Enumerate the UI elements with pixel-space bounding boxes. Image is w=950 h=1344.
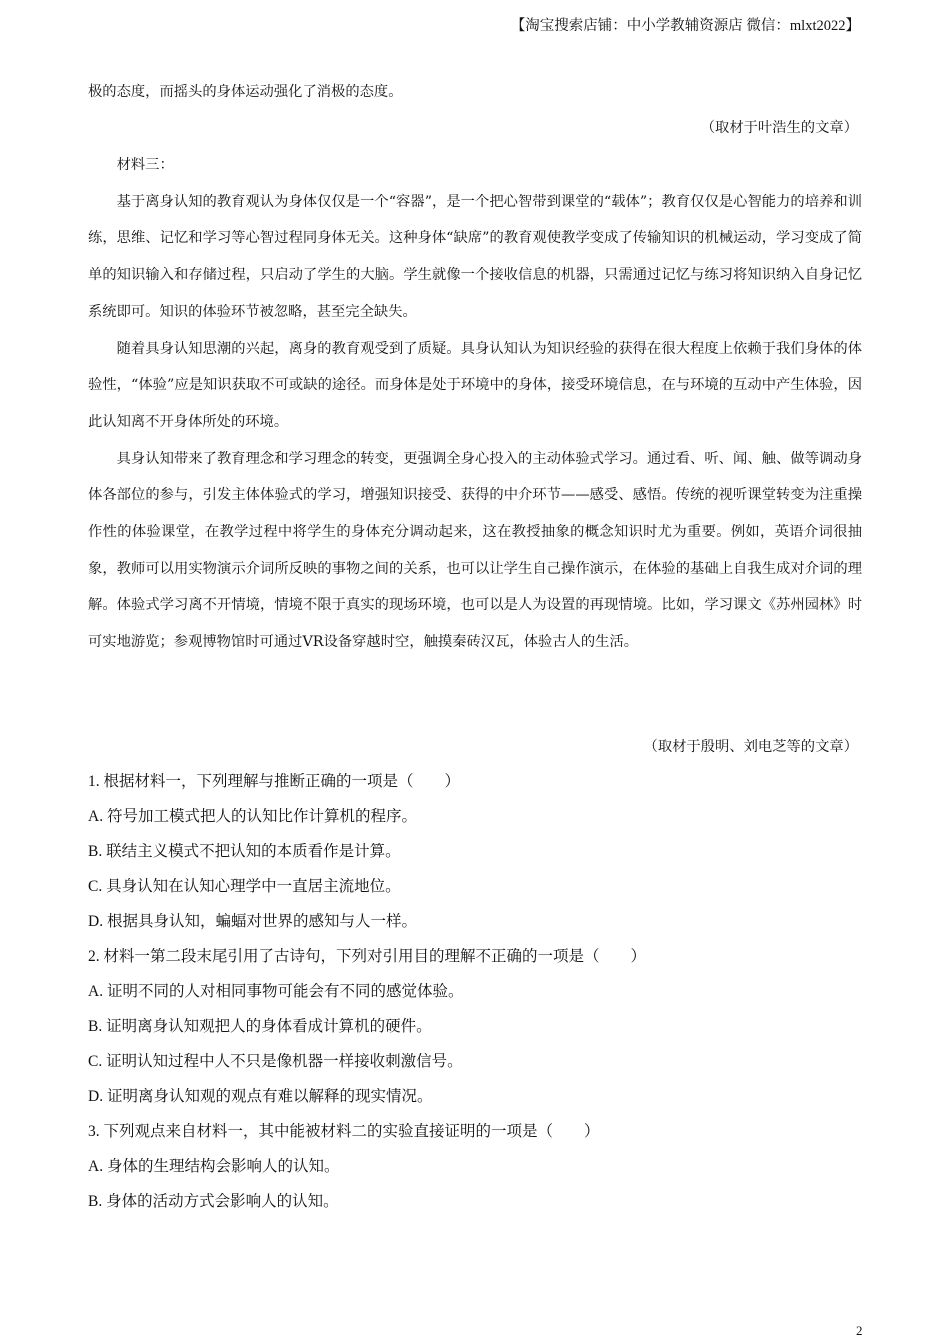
question-stem: 1. 根据材料一，下列理解与推断正确的一项是（ ） [88,773,461,790]
answer-option: C. 具身认知在认知心理学中一直居主流地位。 [88,878,401,895]
source-citation-2: （取材于殷明、刘电芝等的文章） [643,739,858,755]
passage-line-continued: 极的态度，而摇头的身体运动强化了消极的态度。 [88,84,403,100]
answer-option: D. 证明离身认知观的观点有难以解释的现实情况。 [88,1088,433,1105]
page-header: 【淘宝搜索店铺：中小学教辅资源店 微信：mlxt2022】 [510,18,860,34]
answer-option: A. 符号加工模式把人的认知比作计算机的程序。 [88,808,417,825]
question-list [88,764,868,1219]
source-citation-1: （取材于叶浩生的文章） [700,120,858,136]
answer-option: B. 联结主义模式不把认知的本质看作是计算。 [88,843,401,860]
page-number: 2 [856,1323,863,1338]
material-three [88,147,862,661]
paragraph: 随着具身认知思潮的兴起，离身的教育观受到了质疑。具身认知认为知识经验的获得在很大程度上依赖于我们身体的体验性，“体验”应是知识获取不可或缺的途径。而身体是处于环境中的身体，接受环境信息，在与环境的互动中产生体验，因此认知离不开身体所处的环境。 [88,340,862,430]
question-stem: 2. 材料一第二段末尾引用了古诗句，下列对引用目的理解不正确的一项是（ ） [88,948,647,965]
answer-option: A. 身体的生理结构会影响人的认知。 [88,1158,340,1175]
answer-option: D. 根据具身认知，蝙蝠对世界的感知与人一样。 [88,913,417,930]
material-title: 材料三： [116,157,174,173]
answer-option: C. 证明认知过程中人不只是像机器一样接收刺激信号。 [88,1053,463,1070]
question-stem: 3. 下列观点来自材料一，其中能被材料二的实验直接证明的一项是（ ） [88,1123,600,1140]
paragraph: 基于离身认知的教育观认为身体仅仅是一个“容器”，是一个把心智带到课堂的“载体”；教育仅仅是心智能力的培养和训练，思维、记忆和学习等心智过程同身体无关。这种身体“缺席”的教育观使教学变成了传输知识的机械运动，学习变成了简单的知识输入和存储过程，只启动了学生的大脑。学生就像一个接收信息的机器，只需通过记忆与练习将知识纳入自身记忆系统即可。知识的体验环节被忽略，甚至完全缺失。 [88,193,862,320]
passage [88,74,862,111]
answer-option: B. 身体的活动方式会影响人的认知。 [88,1193,339,1210]
answer-option: A. 证明不同的人对相同事物可能会有不同的感觉体验。 [88,983,464,1000]
paragraph: 具身认知带来了教育理念和学习理念的转变，更强调全身心投入的主动体验式学习。通过看、听、闻、触、做等调动身体各部位的参与，引发主体体验式的学习，增强知识接受、获得的中介环节——感受、感悟。传统的视听课堂转变为注重操作性的体验课堂，在教学过程中将学生的身体充分调动起来，这在教授抽象的概念知识时尤为重要。例如，英语介词很抽象，教师可以用实物演示介词所反映的事物之间的关系，也可以让学生自己操作演示，在体验的基础上自我生成对介词的理解。体验式学习离不开情境，情境不限于真实的现场环境，也可以是人为设置的再现情境。比如，学习课文《苏州园林》时可实地游览；参观博物馆时可通过VR设备穿越时空，触摸秦砖汉瓦，体验古人的生活。 [88,450,862,651]
answer-option: B. 证明离身认知观把人的身体看成计算机的硬件。 [88,1018,432,1035]
